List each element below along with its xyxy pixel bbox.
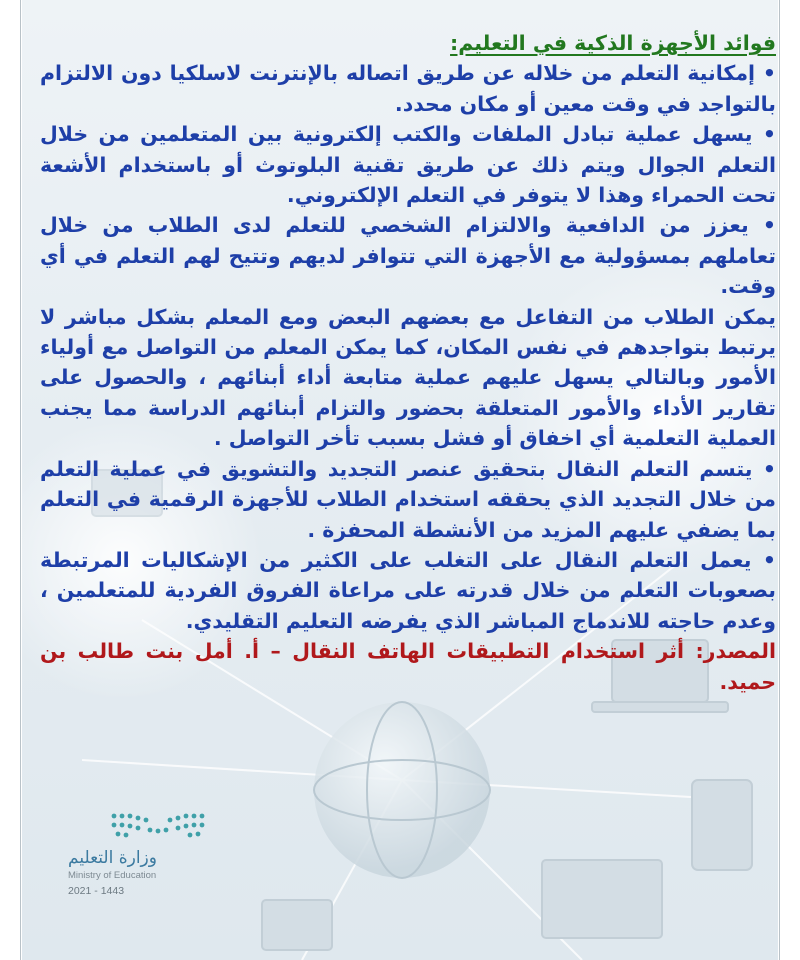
ministry-logo xyxy=(68,812,208,902)
logo-dots-icon xyxy=(110,812,206,846)
paragraph-4: يمكن الطلاب من التفاعل مع بعضهم البعض ومع المعلم بشكل مباشر لا يرتبط بتواجدهم في نفس المكان، كما يمكن المعلم من التواصل مع أولياء الأمور وبالتالي يسهل عليهم عملية متابعة أداء أبنائهم ، والحصول على تقارير الأداء والأمور المتعلقة بحضور والتزام أبنائهم الدراسة مما يجنب العملية التعلمية أي اخفاق أو فشل بسبب تأخر التواصل . xyxy=(40,304,776,451)
page-trim-left xyxy=(20,0,21,960)
paragraph-5: • يتسم التعلم النقال بتحقيق عنصر التجديد والتشويق في عملية التعلم من خلال التجديد الذي يحققه استخدام الطلاب للأجهزة الرقمية في التعلم بما يضفي عليهم المزيد من الأنشطة المحفزة . xyxy=(40,456,776,542)
document-page xyxy=(22,0,778,960)
paragraph-1: • إمكانية التعلم من خلاله عن طريق اتصاله بالإنترنت لاسلكيا دون الالتزام بالتواجد في وقت معين أو مكان محدد. xyxy=(40,61,776,116)
paragraph-6: • يعمل التعلم النقال على التغلب على الكثير من الإشكاليات المرتبطة بصعوبات التعلم من خلال قدرته على مراعاة الفروق الفردية للمتعلمين ، وعدم حاجته للاندماج المباشر الذي يفرضه التعليم التقليدي. xyxy=(40,547,776,633)
document-body xyxy=(40,28,776,697)
source-citation: المصدر: أثر استخدام التطبيقات الهاتف النقال – أ. أمل بنت طالب بن حميد. xyxy=(40,639,776,694)
logo-name-english: Ministry of Education xyxy=(68,870,157,881)
document-title: فوائد الأجهزة الذكية في التعليم: xyxy=(450,31,776,55)
logo-name-arabic: وزارة التعليم xyxy=(68,848,157,868)
logo-year: 2021 - 1443 xyxy=(68,885,125,897)
paragraph-2: • يسهل عملية تبادل الملفات والكتب إلكترونية بين المتعلمين من خلال التعلم الجوال ويتم ذلك عن طريق تقنية البلوتوث أو باستخدام الأشعة تحت الحمراء وهذا لا يتوفر في التعلم الإلكتروني. xyxy=(40,122,776,208)
page-trim-right xyxy=(779,0,780,960)
paragraph-3: • يعزز من الدافعية والالتزام الشخصي للتعلم لدى الطلاب من خلال تعاملهم بمسؤولية مع الأجهزة التي تتوافر لديهم وتتيح لهم التعلم في أي وقت. xyxy=(40,213,776,299)
